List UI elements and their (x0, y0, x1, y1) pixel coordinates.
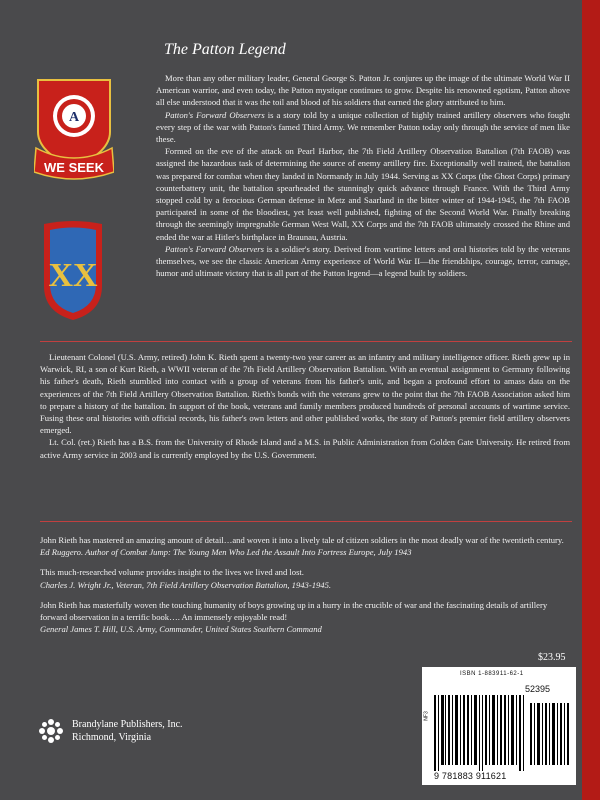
author-bio (40, 351, 570, 461)
motto-text: WE SEEK (44, 160, 104, 175)
publisher-block (38, 718, 183, 744)
review-quote-1: John Rieth has mastered an amazing amount of detail…and woven it into a lively tale of citizen soldiers in the most deadly war of the twentieth century. Ed Ruggero. Author of Combat Jump: The Young Men Who Led the Assault Into Fortress Europe, July 1943 (40, 535, 564, 558)
third-army-insignia-icon (34, 76, 114, 180)
barcode-side-code: NF3 (423, 711, 430, 721)
section-title: The Patton Legend (164, 41, 286, 58)
barcode-addon-number: 52395 (525, 684, 551, 694)
isbn-label: ISBN 1-883911-62-1 (460, 671, 524, 677)
price-label: $23.95 (538, 652, 566, 663)
bio-paragraph-2: Lt. Col. (ret.) Rieth has a B.S. from the University of Rhode Island and a M.S. in Public Administration from Golden Gate University. He retired from active Army service in 2003 and is currently employed by the U.S. Government. (40, 437, 570, 460)
publisher-logo-icon (38, 718, 64, 744)
review-quote-2: This much-researched volume provides insight to the lives we lived and lost. Charles J. Wright Jr., Veteran, 7th Field Artillery Observation Battalion, 1943-1945. (40, 567, 332, 590)
publisher-name: Brandylane Publishers, Inc. (72, 719, 183, 730)
legend-paragraph-4: Patton's Forward Observers is a soldier's story. Derived from wartime letters and oral histories told by the veterans themselves, we see the classic American Army experience of World War II—the friendships, courage, terror, carnage, humor and ultimate victory that is all part of the Patton legend—a legend built by soldiers. (156, 243, 570, 279)
divider-rule (40, 521, 572, 522)
legend-paragraph-2: Patton's Forward Observers is a story told by a unique collection of highly trained artillery observers who fought every step of the war with Patton's famed Third Army. We remember Patton today only through the service of men like these. (156, 109, 570, 145)
spine-edge (582, 0, 600, 800)
legend-text (156, 72, 570, 279)
third-army-letter: A (68, 110, 80, 125)
review-quotes (40, 534, 575, 643)
legend-paragraph-1: More than any other military leader, General George S. Patton Jr. conjures up the image of the ultimate World War II American warrior, and even today, the Patton mystique continues to grow. Despite his renowned egotism, Patton above all else understood that it was the toil and blood of his soldiers that earned the glory attributed to him. (156, 73, 570, 108)
barcode-panel (422, 667, 576, 785)
review-quote-3: John Rieth has masterfully woven the touching humanity of boys growing up in a hurry in the crucible of war and the fascinating details of artillery forward observation in a terrific book…. An immensely enjoyable read! General James T. Hill, U.S. Army, Commander, United States Southern Command (40, 599, 548, 635)
bio-paragraph-1: Lieutenant Colonel (U.S. Army, retired) John K. Rieth spent a twenty-two year career as an infantry and military intelligence officer. Rieth grew up in Warwick, RI, a son of Kurt Rieth, a WWII veteran of the 7th Field Artillery Observation Battalion. With an eventual assignment to Germany following his father's death, Rieth stumbled into contact with a group of veterans from his father's unit, and began a profound effort to amass data on the experiences of the 7th Field Artillery Observation Battalion. Rieth's bonds with the veterans grew to the point that the 7th FAOB Association asked him to prepare a history of the battalion. In support of the book, veterans and family members produced hundreds of personal accounts of wartime service. Fusing these oral histories with official records, his father's own letters and other published works, the story of Patton's premier field artillery observers emerged. (40, 352, 570, 436)
ean-number: 9 781883 911621 (434, 771, 507, 781)
barcode-icon (434, 695, 572, 771)
publisher-city: Richmond, Virginia (72, 732, 152, 743)
xx-mark: XX (48, 257, 98, 294)
xx-corps-insignia-icon (40, 220, 106, 324)
legend-paragraph-3: Formed on the eve of the attack on Pearl Harbor, the 7th Field Artillery Observation Battalion (7th FAOB) was assigned the hazardous task of determining the source of enemy artillery fire. Exceptionally well trained, the battalion was prepared for combat when they landed in Normandy in July 1944. Serving as XX Corps (the Ghost Corps) primary counterbattery unit, the battalion spearheaded the stunningly quick advance through France. With the Third Army stopped cold by a ferocious German defense in Metz and Saarland in the bitter winter of 1944-1945, the 7th FAOB participated in some of the bloodiest, yet least well published, fighting of the Second World War. Finally breaking through the seemingly impregnable German West Wall, XX Corps and the 7th FAOB ultimately crossed the Rhine and ended the war at Hitler's birthplace in Braunau, Austria. (156, 146, 570, 242)
divider-rule (40, 341, 572, 342)
